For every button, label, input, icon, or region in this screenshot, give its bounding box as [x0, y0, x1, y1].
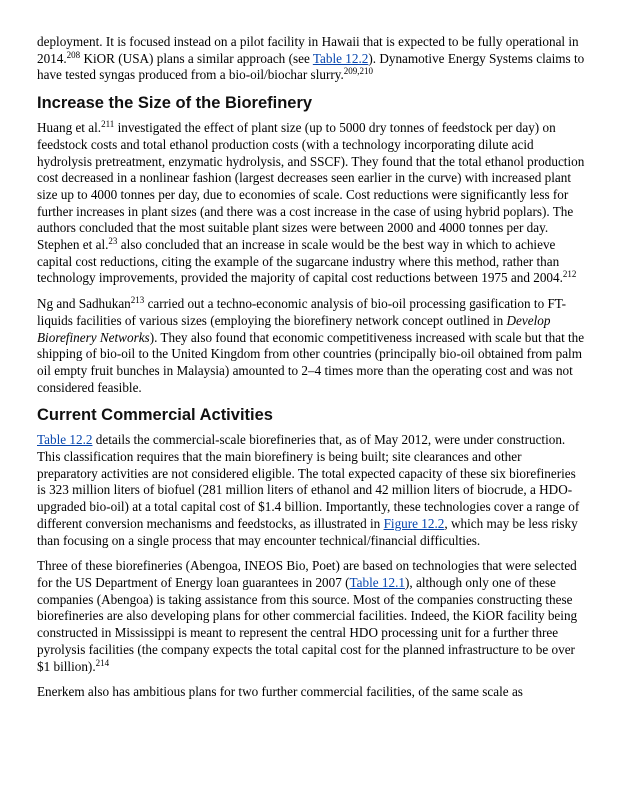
- text: Three of these biorefineries (Abengoa, INEOS Bio, Poet) are based on technologies that were selected for the US Department of Energy loan guarantees in 2007 (: [37, 558, 577, 590]
- reference-212[interactable]: 212: [562, 269, 577, 280]
- text: ). Dynamotive Energy Systems claims to have tested syngas produced from a bio-oil/biochar slurry.: [37, 50, 585, 83]
- table-12-2-link[interactable]: Table 12.2: [37, 432, 93, 448]
- paragraph-ng-sadhukan: [37, 296, 585, 396]
- paragraph-three-biorefineries: [37, 558, 585, 675]
- reference-23[interactable]: 23: [108, 236, 118, 247]
- text: KiOR (USA) plans a similar approach (see: [80, 50, 313, 66]
- paragraph-table-details: [37, 432, 585, 549]
- text: carried out a techno-economic analysis of bio-oil processing gasification to FT-liquids facilities of various sizes (employing the biorefinery network concept outlined in: [37, 296, 567, 328]
- intro-paragraph: [37, 34, 585, 84]
- text: details the commercial-scale biorefineries that, as of May 2012, were under construction. This classification requires that the main biorefinery is being built; site clearances and other preparatory activities are not considered eligible. The total expected capacity of these six biorefineries is 323 million liters of biofuel (281 million liters of ethanol and 42 million liters of biocrude, a HDO-upgraded bio-oil) at a total capital cost of $1.4 billion. Importantly, these technologies cover a range of different conversion mechanisms and feedstocks, as illustrated in: [37, 432, 580, 531]
- document-page: [37, 34, 585, 710]
- reference-211[interactable]: 211: [101, 119, 115, 130]
- cross-reference-emphasis: Develop Biorefinery Networks: [37, 312, 551, 345]
- paragraph-enerkem: [37, 684, 585, 701]
- reference-209-210[interactable]: 209,210: [343, 66, 374, 77]
- reference-213[interactable]: 213: [130, 295, 145, 306]
- text: investigated the effect of plant size (up to 5000 dry tonnes of feedstock per day) on feedstock costs and total ethanol production costs (with a technology incorporating dilute acid hydrolysis pretreatment, enzymatic hydrolysis, and SSCF). They found that the total ethanol production cost decreased in a nonlinear fashion (largest decreases seen earlier in the curve) with increased plant size up to 4000 tonnes per day, due to economies of scale. Cost reductions were significantly less for further increases in plant sizes (and there was a cost increase in the case of using hybrid poplars). The authors concluded that the most suitable plant sizes were between 2000 and 4000 tonnes per day. Stephen et al.: [37, 120, 585, 253]
- table-12-1-link[interactable]: Table 12.1: [349, 574, 405, 590]
- table-12-2-link[interactable]: Table 12.2: [312, 50, 369, 66]
- text: Enerkem also has ambitious plans for two further commercial facilities, of the same scale as: [37, 684, 523, 700]
- text: Huang et al.: [37, 120, 102, 136]
- section-heading-commercial-activities: Current Commercial Activities: [37, 406, 273, 425]
- text: deployment. It is focused instead on a pilot facility in Hawaii that is expected to be fully operational in 2014.: [37, 34, 579, 66]
- figure-12-2-link[interactable]: Figure 12.2: [383, 515, 445, 531]
- text: Ng and Sadhukan: [37, 296, 131, 312]
- section-heading-increase-size: Increase the Size of the Biorefinery: [37, 94, 313, 113]
- paragraph-huang: [37, 120, 585, 287]
- text: , which may be less risky than focusing on a single process that may encounter technical/financial difficulties.: [37, 515, 578, 548]
- text: also concluded that an increase in scale would be the best way in which to achieve capital cost reductions, citing the example of the sugarcane industry where this method, rather than technology improvements, provided the majority of capital cost reductions between 1975 and 2004.: [37, 237, 563, 286]
- text: ), although only one of these companies (Abengoa) is taking assistance from this source. Most of the companies constructing these biorefineries are also developing plans for other commercial facilities. Indeed, the KiOR facility being constructed in Mississippi is meant to represent the central HDO processing unit for a further three pyrolysis facilities (the company expects the total capital cost for the planned infrastructure to be over $1 billion).: [37, 574, 578, 674]
- reference-214[interactable]: 214: [95, 657, 110, 668]
- text: ). They also found that economic competitiveness increased with scale but that the shipping of bio-oil to the United Kingdom from other countries (principally bio-oil obtained from palm oil empty fruit bunches in Malaysia) amounted to 2–4 times more than the operating cost and was not considered feasible.: [37, 329, 585, 395]
- reference-208[interactable]: 208: [66, 49, 81, 60]
